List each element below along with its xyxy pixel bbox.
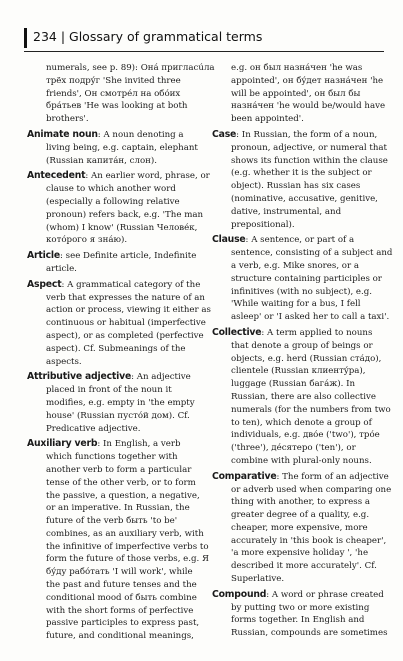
glossary-entry — [212, 129, 398, 231]
glossary-entry — [27, 129, 211, 167]
definition-line: (whom) I know' (Russian Человéк, — [46, 222, 198, 233]
glossary-entry — [212, 471, 398, 586]
definition-line: or an imperative. In Russian, the — [46, 503, 190, 514]
definition-line: the infinitive of imperfective verbs to — [46, 541, 209, 552]
definition-line: continuous or habitual (imperfective — [46, 318, 206, 329]
definition-line: house' (Russian пустóй дом). Cf. — [46, 410, 190, 421]
definition-line: living being, e.g. captain, elephant — [46, 142, 198, 153]
definition-line: numerals, see p. 89): Онá пригласúла — [46, 63, 215, 73]
entry-first-line — [27, 129, 211, 142]
definition-line: passive participles to express past, — [46, 618, 200, 629]
definition-line: sentence, consisting of a subject and — [231, 248, 393, 259]
definition-line: the past and future tenses and the — [46, 580, 197, 591]
continued-definition — [212, 62, 398, 126]
entry-first-line — [27, 438, 211, 451]
definition-line: cheaper, more expensive, more — [231, 522, 368, 533]
header-bar-mark — [24, 28, 27, 48]
definition-line: 'While waiting for a bus, I fell — [231, 299, 361, 310]
glossary-term: Comparative — [212, 470, 277, 482]
definition-line: a verb, e.g. Mike snores, or a — [231, 260, 360, 271]
definition-line: clause to which another word — [46, 184, 176, 195]
glossary-entry — [212, 234, 398, 324]
definition-line: future, and conditional meanings, — [46, 631, 194, 642]
glossary-term: Animate noun — [27, 128, 98, 140]
definition-line: Predicative adjective. — [46, 423, 141, 434]
definition-line: Superlative. — [231, 574, 285, 585]
definition-line: (e.g. whether it is the subject or — [231, 168, 372, 179]
definition-line: combine with plural-only nouns. — [231, 455, 372, 466]
definition-line: asleep' or 'I asked her to call a taxi'. — [231, 312, 390, 323]
definition-line: the passive, a question, a negative, — [46, 490, 200, 501]
right-column — [212, 62, 398, 643]
definition-line: Russian, compounds are sometimes — [231, 628, 388, 639]
definition-line: брáтьев 'He was looking at both — [46, 101, 188, 112]
glossary-entry — [27, 438, 211, 643]
definition-line: verb that expresses the nature of an — [46, 292, 205, 303]
definition-line: (nominative, accusative, genitive, — [231, 193, 378, 204]
header-text: 234 | Glossary of grammatical terms — [33, 29, 263, 44]
definition-line: with the short forms of perfective — [46, 605, 194, 616]
definition-line: form the future of those verbs, e.g. Я — [46, 554, 209, 565]
definition-line: (especially a following relative — [46, 196, 180, 207]
definition-line: tense of the other verb, or to form — [46, 477, 196, 488]
glossary-term: Clause — [212, 234, 246, 246]
glossary-term: Aspect — [27, 278, 62, 290]
definition-line: to ten), which denote a group of — [231, 417, 372, 428]
definition-line: conditional mood of быть combine — [46, 592, 197, 603]
definition-line: friends', Он смотрéл на обóих — [46, 88, 181, 99]
entry-first-line — [27, 279, 211, 292]
definition-line: prepositional). — [231, 219, 295, 230]
continued-definition — [27, 62, 215, 126]
glossary-term: Compound — [212, 588, 267, 600]
entry-first-line — [212, 129, 398, 142]
glossary-term: Case — [212, 128, 237, 140]
definition-line: : In English, a verb — [97, 439, 181, 450]
definition-line: котóрого я знáю). — [46, 235, 128, 246]
definition-line: another verb to form a particular — [46, 464, 192, 475]
definition-line: : A sentence, or part of a — [245, 235, 355, 246]
definition-line: clientele (Russian клиентýра), — [231, 366, 366, 377]
definition-line: : A term applied to nouns — [261, 327, 373, 338]
definition-line: : A noun denoting a — [97, 129, 184, 140]
definition-line: individuals, e.g. двóе ('two'), трóе — [231, 430, 380, 441]
definition-line: placed in front of the noun it — [46, 385, 172, 396]
definition-line: structure containing participles or — [231, 273, 382, 284]
definition-line: brothers'. — [46, 114, 89, 125]
definition-line: трёх подрýг 'She invited three — [46, 75, 181, 86]
glossary-term: Antecedent — [27, 170, 86, 182]
definition-line: described it more accurately'. Cf. — [231, 561, 377, 572]
definition-line: objects, e.g. herd (Russian стáдо), — [231, 353, 382, 364]
definition-line: which functions together with — [46, 452, 178, 463]
entry-first-line — [27, 371, 211, 384]
definition-line: luggage (Russian багáж). In — [231, 379, 356, 390]
left-column — [27, 62, 215, 646]
definition-line: ('three'), дéсятеро ('ten'), or — [231, 443, 356, 454]
definition-line: thing with another, to express a — [231, 497, 371, 508]
definition-line: : A grammatical category of the — [61, 279, 201, 290]
glossary-term: Attributive adjective — [27, 371, 132, 383]
glossary-entry — [27, 170, 211, 247]
definition-line: : An earlier word, phrase, or — [85, 171, 210, 182]
definition-line: e.g. он был назнáчен 'he was — [231, 63, 363, 73]
definition-line: dative, instrumental, and — [231, 206, 342, 217]
definition-line: object). Russian has six cases — [231, 181, 361, 192]
definition-line: or adverb used when comparing one — [231, 484, 392, 495]
glossary-entry — [212, 327, 398, 468]
definition-line: aspect), or as completed (perfective — [46, 330, 204, 341]
definition-line: назнáчен 'he would be/would have — [231, 101, 386, 112]
definition-line: forms together. In English and — [231, 615, 365, 626]
definition-line: action or process, viewing it either as — [46, 305, 211, 316]
definition-line: : In Russian, the form of a noun, — [236, 129, 378, 140]
definition-line: pronoun, adjective, or numeral that — [231, 142, 387, 153]
definition-line: бýду рабóтать 'I will work', while — [46, 567, 193, 578]
definition-line: 'a more expensive holiday ', 'he — [231, 548, 369, 559]
definition-line: numerals (for the numbers from two — [231, 404, 391, 415]
definition-line: : The form of an adjective — [276, 471, 389, 482]
definition-line: infinitives (with no subject), e.g. — [231, 286, 373, 297]
definition-line: accurately in 'this book is cheaper', — [231, 535, 387, 546]
definition-line: Russian, there are also collective — [231, 391, 376, 402]
glossary-entry — [212, 589, 398, 640]
entry-first-line — [27, 250, 211, 263]
definition-line: shows its function within the clause — [231, 155, 388, 166]
definition-line: aspect). Cf. Submeanings of the — [46, 343, 186, 354]
definition-line: by putting two or more existing — [231, 602, 370, 613]
definition-line: that denote a group of beings or — [231, 340, 373, 351]
entry-first-line — [212, 471, 398, 484]
running-header — [24, 27, 384, 52]
entry-first-line — [212, 234, 398, 247]
entry-first-line — [27, 170, 211, 183]
definition-line: future of the verb быть 'to be' — [46, 516, 178, 527]
definition-line: (Russian капитáн, слон). — [46, 155, 157, 166]
definition-line: appointed', он бýдет назнáчен 'he — [231, 75, 384, 86]
definition-line: greater degree of a quality, e.g. — [231, 510, 370, 521]
entry-first-line — [212, 327, 398, 340]
definition-line: been appointed'. — [231, 114, 304, 125]
definition-line: pronoun) refers back, e.g. 'The man — [46, 209, 204, 220]
glossary-entry — [27, 250, 211, 276]
definition-line: : A word or phrase created — [266, 589, 384, 600]
definition-line: : An adjective — [131, 372, 191, 383]
definition-line: modifies, e.g. empty in 'the empty — [46, 397, 195, 408]
glossary-entry — [27, 279, 211, 369]
definition-line: aspects. — [46, 356, 82, 367]
entry-first-line — [212, 589, 398, 602]
glossary-term: Article — [27, 250, 61, 262]
definition-line: combines, as an auxiliary verb, with — [46, 528, 204, 539]
glossary-term: Collective — [212, 326, 262, 338]
glossary-term: Auxiliary verb — [27, 438, 98, 450]
definition-line: will be appointed', он был бы — [231, 88, 361, 99]
definition-line: : see Definite article, Indefinite — [60, 251, 197, 262]
glossary-entry — [27, 371, 211, 435]
definition-line: article. — [46, 263, 77, 274]
